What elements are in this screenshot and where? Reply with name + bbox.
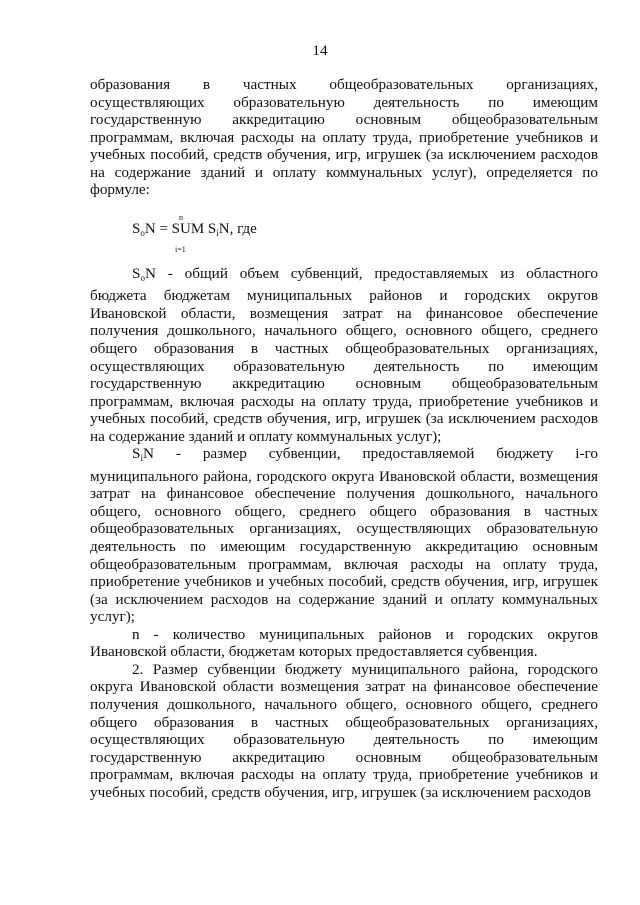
definition-si xyxy=(90,445,598,625)
definition-s0 xyxy=(90,265,598,445)
definition-si-text: - размер субвенции, предоставляемой бюджету i-го муниципального района, городского округа Ивановской области, возмещения затрат на финансовое обеспечение получения дошкольного, начального общего, основного общего, среднего общего образования в частных общеобразовательных организациях, осуществляющих образовательную деятельность по имеющим государственную аккредитацию основным общеобразовательным программам, включая расходы на оплату труда, приобретение учебников и учебных пособий, средств обучения, игр, игрушек (за исключением расходов на содержание зданий и оплату коммунальных услуг); xyxy=(90,445,598,626)
definition-s0-text: - общий объем субвенций, предоставляемых из областного бюджета бюджетам муниципальных районов и городских округов Ивановской области, возмещения затрат на финансовое обеспечение получения дошкольного, начального общего, основного общего, среднего общего образования в частных общеобразовательных организациях, осуществляющих образовательную деятельность по имеющим государственную аккредитацию основным общеобразовательным программам, включая расходы на оплату труда, приобретение учебников и учебных пособий, средств обучения, игр, игрушек (за исключением расходов на содержание зданий и оплату коммунальных услуг); xyxy=(90,264,598,445)
page-number: 14 xyxy=(312,42,328,59)
definition-si-symbol: $S_iN$ xyxy=(132,445,154,464)
formula-equals: = xyxy=(159,220,168,237)
formula-term-sub: i xyxy=(216,227,219,238)
formula-lhs-s: S xyxy=(132,220,141,237)
definition-n: n - количество муниципальных районов и городских округов Ивановской области, бюджетам которых предоставляется субвенция. xyxy=(90,625,598,661)
document-body xyxy=(90,76,598,801)
formula-sum: SUM xyxy=(171,220,205,237)
sum-lower-limit: i=1 xyxy=(175,244,186,254)
definition-s0-symbol: $S_oN$ xyxy=(132,264,156,283)
sum-upper-limit: n xyxy=(179,212,183,222)
intro-paragraph: образования в частных общеобразовательных организациях, осуществляющих образовательную деятельность по имеющим государственную аккредитацию основным общеобразовательным программам, включая расходы на оплату труда, приобретение учебников и учебных пособий, средств обучения, игр, игрушек (за исключением расходов на содержание зданий и оплату коммунальных услуг), определяется по формуле: xyxy=(90,76,598,199)
formula-tail: , где xyxy=(229,220,257,237)
formula xyxy=(90,207,598,255)
formula-lhs-sub: o xyxy=(140,227,145,238)
item-2-paragraph: 2. Размер субвенции бюджету муниципального района, городского округа Ивановской области возмещения затрат на финансовое обеспечение получения дошкольного, начального общего, основного общего, среднего общего образования в частных общеобразовательных организациях, осуществляющих образовательную деятельность по имеющим государственную аккредитацию основным общеобразовательным программам, включая расходы на оплату труда, приобретение учебников и учебных пособий, средств обучения, игр, игрушек (за исключением расходов xyxy=(90,660,598,801)
formula-expression xyxy=(132,221,257,243)
formula-term-s: S xyxy=(207,220,217,237)
formula-lhs-n: N xyxy=(144,220,156,237)
formula-term-n: N xyxy=(218,220,230,237)
